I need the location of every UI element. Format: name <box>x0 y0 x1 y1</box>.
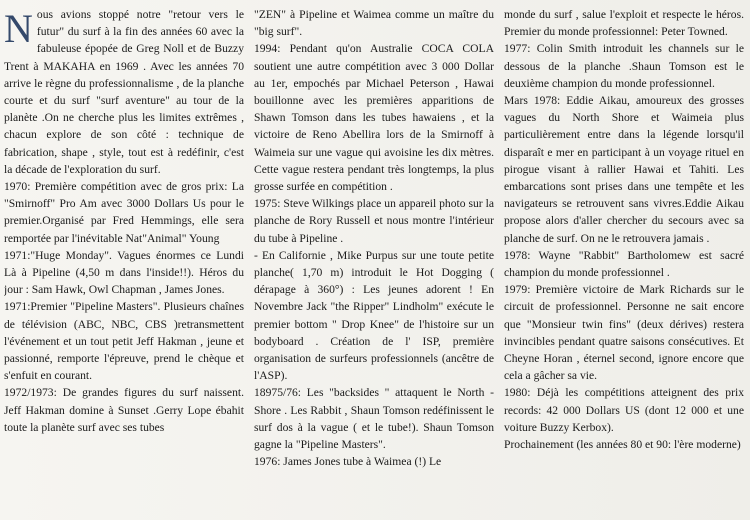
paragraph: Prochainement (les années 80 et 90: l'ère moderne) <box>504 438 741 452</box>
paragraph: 18975/76: Les "backsides " attaquent le North - Shore . Les Rabbit , Shaun Tomson redéfinissent le surf dos à la vague ( et le tube!). Shaun Tomson gagne la "Pipeline Masters". <box>254 386 494 452</box>
paragraph: 1980: Déjà les compétitions atteignent des prix records: 42 000 Dollars US (dont 12 000 et une voiture Buzzy Kerbox). <box>504 386 744 434</box>
paragraph: Mars 1978: Eddie Aikau, amoureux des grosses vagues du North Shore et Waimeia plus particulièrement entre dans la légende lorsqu'il disparaît e mer en participant à un voyage rituel en pirogue visant à rallier Hawai et Tahiti. Les embarcations sont prises dans une tempête et les navigateurs se retrouvent sans vivres.Eddie Aikau propose alors d'aller chercher du secours avec sa planche de surf. On ne le retrouvera jamais . <box>504 94 744 245</box>
paragraph: 1975: Steve Wilkings place un appareil photo sur la planche de Rory Russell et nous montre l'intérieur du tube à Pipeline . <box>254 197 494 245</box>
paragraph: 1976: James Jones tube à Waimea (!) Le <box>254 455 442 469</box>
paragraph: 1971:Premier "Pipeline Masters". Plusieurs chaînes de télévision (ABC, NBC, CBS )retransmettent l'événement et un tout petit Jeff Hakman , jeune et passionné, remporte l'épreuve, prend le chèque et s'enfuit en courant. <box>4 300 244 383</box>
column-1 <box>4 6 244 520</box>
column-2 <box>254 6 494 520</box>
paragraph: 1994: Pendant qu'on Australie COCA COLA soutient une autre compétition avec 3 000 Dollar au 1er, empochés par Michael Peterson , Hawai bouillonne avec les premières apparitions de Shawn Tomson dans les tubes hawaiens , et la victoire de Reno Abellira lors de la Smirnoff à Waimeia sur une vague qui avoisine les dix mètres. Cette vague restera pendant très longtemps, la plus grosse surfée en compétition . <box>254 42 494 194</box>
paragraph: 1970: Première compétition avec de gros prix: La "Smirnoff" Pro Am avec 3000 Dollars Us pour le premier.Organisé par Fred Hemmings, elle sera remportée par l'inévitable Nat"Animal" Young <box>4 180 244 245</box>
paragraph: 1972/1973: De grandes figures du surf naissent. Jeff Hakman domine à Sunset .Gerry Lope ébahit toute la planète surf avec ses tubes <box>4 386 244 434</box>
paragraph: 1979: Première victoire de Mark Richards sur le circuit de professionnel. Personne ne sait encore que "Monsieur twin fins" (deux dérives) restera invincibles pendant quatre saisons consécutives. Et Cheyne Horan , éternel second, ignore encore que cela a gâcher sa vie. <box>504 283 744 383</box>
drop-cap: N <box>4 6 33 51</box>
text-columns <box>4 6 744 520</box>
paragraph: - En Californie , Mike Purpus sur une toute petite planche( 1,70 m) introduit le Hot Dogging ( dérapage à 360°) : Les jeunes adorent ! En Novembre Jack "the Ripper" Lindholm" exécute le premier bottom " Drop Knee" de l'histoire sur un bodyboard . Création de l' ISP, première organisation de surfeurs professionnels (ancêtre de l'ASP). <box>254 248 494 383</box>
paragraph: 1977: Colin Smith introduit les channels sur le dessous de la planche .Shaun Tomson est le deuxième champion du monde professionnel. <box>504 42 744 90</box>
paragraph: "ZEN" à Pipeline et Waimea comme un maître du "big surf". <box>254 8 494 39</box>
paragraph: ous avions stoppé notre "retour vers le futur" du surf à la fin des années 60 avec la fabuleuse épopée de Greg Noll et de Buzzy Trent à MAKAHA en 1969 . Avec les années 70 arrive le règne du professionnalisme , de la planche courte et du surf "surf aventure" au tour de la planète .On ne cherche plus les limites extrêmes , chacun explore de son côté : technique de fabrication, shape , style, tout est à redéfinir, c'est la décade de l'exploration du surf. <box>4 8 244 176</box>
column-3 <box>504 6 744 520</box>
paragraph: 1978: Wayne "Rabbit" Bartholomew est sacré champion du monde professionnel . <box>504 248 744 280</box>
paragraph: 1971:"Huge Monday". Vagues énormes ce Lundi Là à Pipeline (4,50 m dans l'inside!!). Héros du jour : Sam Hawk, Owl Chapman , James Jones. <box>4 248 244 297</box>
paragraph: monde du surf , salue l'exploit et respecte le héros. Premier du monde professionnel: Peter Towned. <box>504 8 744 39</box>
